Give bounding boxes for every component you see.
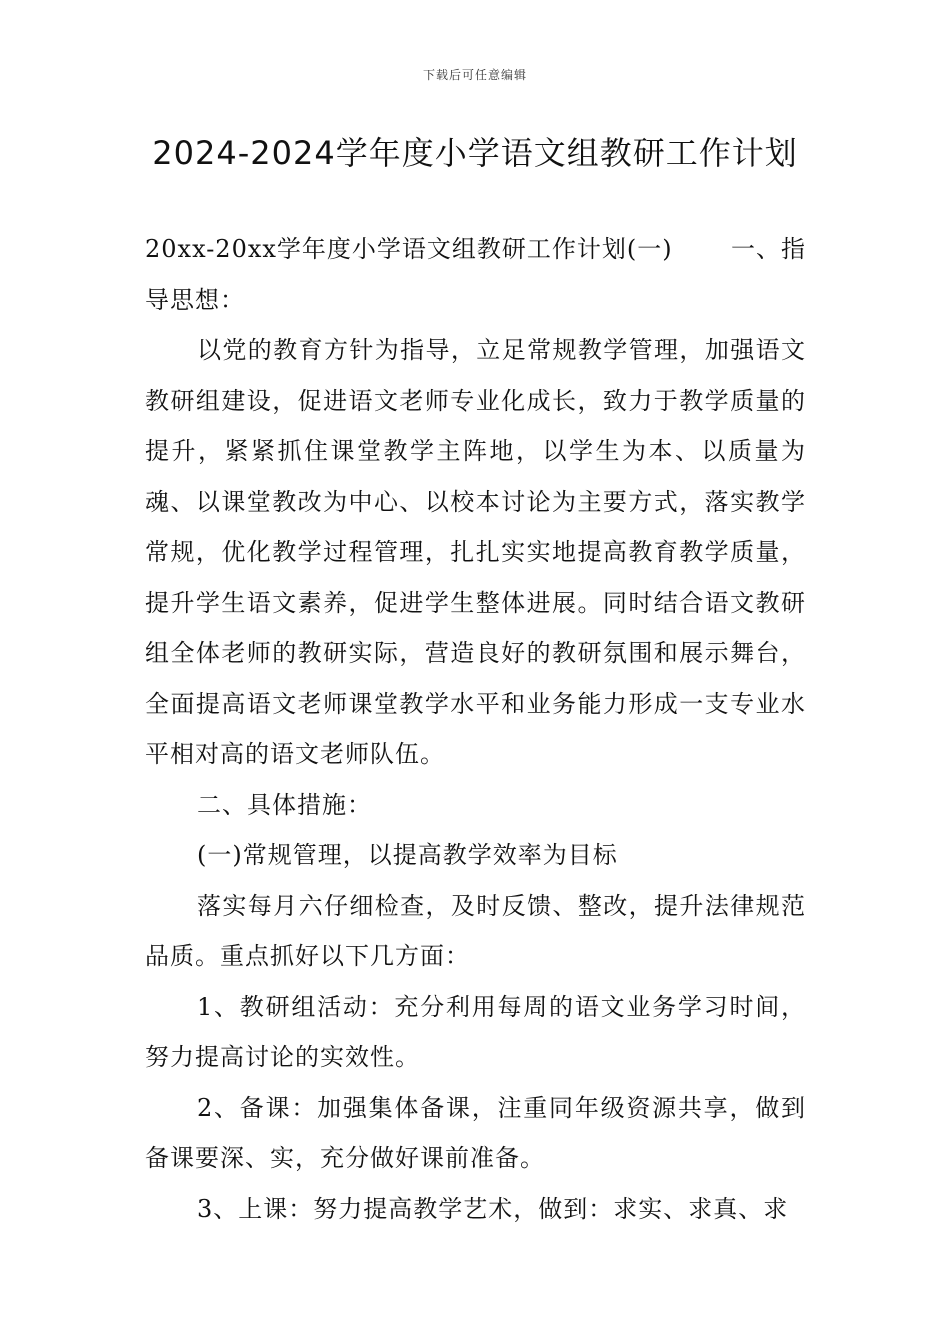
list-item-research-activity: 1、教研组活动：充分利用每周的语文业务学习时间，努力提高讨论的实效性。 (145, 992, 806, 1071)
document-body (145, 224, 806, 1234)
lead-plan-heading: 20xx-20xx学年度小学语文组教研工作计划(一) (145, 235, 673, 263)
section-heading-measures: 二、具体措施： (197, 790, 372, 819)
lead-section-start: 一、指 (731, 235, 806, 263)
document-title: 2024-2024学年度小学语文组教研工作计划 (152, 134, 798, 172)
list-item-teaching: 3、上课：努力提高教学艺术，做到：求实、求真、求 (197, 1194, 789, 1223)
paragraph-guiding-thought: 以党的教育方针为指导，立足常规教学管理，加强语文教研组建设，促进语文老师专业化成长，致力于教学质量的提升，紧紧抓住课堂教学主阵地，以学生为本、以质量为魂、以课堂教改为中心、以校本讨论为主要方式，落实教学常规，优化教学过程管理，扎扎实实地提高教育教学质量，提升学生语文素养，促进学生整体进展。同时结合语文教研组全体老师的教研实际，营造良好的教研氛围和展示舞台，全面提高语文老师课堂教学水平和业务能力形成一支专业水平相对高的语文老师队伍。 (145, 336, 806, 768)
lead-line (145, 224, 806, 275)
paragraph-monthly-check: 落实每月六仔细检查，及时反馈、整改，提升法律规范品质。重点抓好以下几方面： (145, 891, 806, 970)
header-note: 下载后可任意编辑 (422, 68, 527, 82)
lead-continuation: 导思想： (145, 285, 245, 314)
subsection-heading-routine: (一)常规管理，以提高教学效率为目标 (197, 841, 618, 869)
list-item-lesson-prep: 2、备课：加强集体备课，注重同年级资源共享，做到备课要深、实，充分做好课前准备。 (145, 1093, 806, 1172)
